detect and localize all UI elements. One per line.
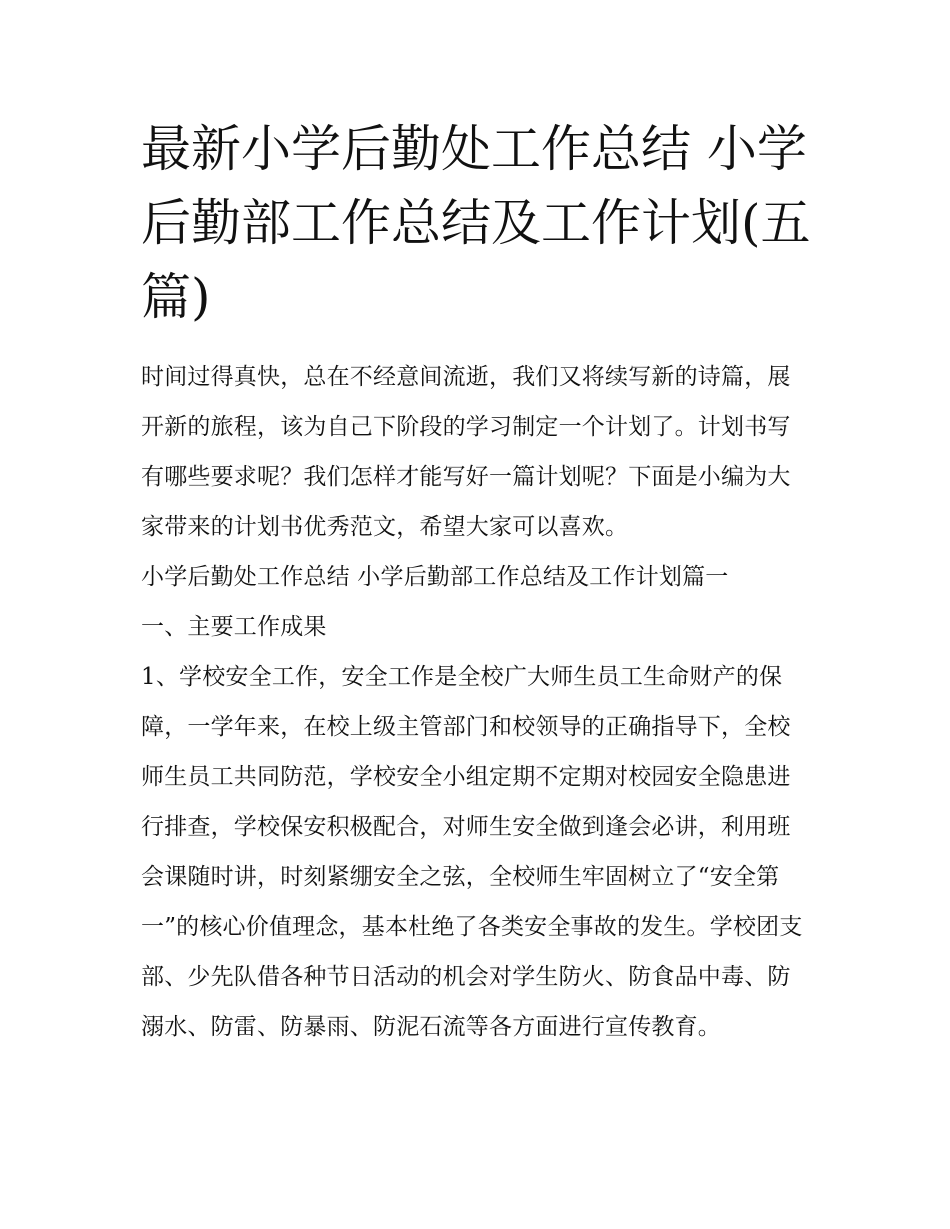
body-paragraph: 1、学校安全工作，安全工作是全校广大师生员工生命财产的保障，一学年来，在校上级主管部门和校领导的正确指导下，全校师生员工共同防范，学校安全小组定期不定期对校园安全隐患进行排查，学校保安积极配合，对师生安全做到逢会必讲，利用班会课随时讲，时刻紧绷安全之弦，全校师生牢固树立了“安全第一”的核心价值理念，基本杜绝了各类安全事故的发生。学校团支部、少先队借各种节日活动的机会对学生防火、防食品中毒、防溺水、防雷、防暴雨、防泥石流等各方面进行宣传教育。 (141, 664, 803, 1040)
intro-paragraph: 时间过得真快，总在不经意间流逝，我们又将续写新的诗篇，展开新的旅程，该为自己下阶段的学习制定一个计划了。计划书写有哪些要求呢？我们怎样才能写好一篇计划呢？下面是小编为大家带来的计划书优秀范文，希望大家可以喜欢。 (141, 364, 791, 540)
document-title: 最新小学后勤处工作总结 小学后勤部工作总结及工作计划(五篇) (141, 120, 811, 326)
document-body (141, 352, 813, 1052)
document-content (141, 112, 813, 1052)
subsection-heading: 一、主要工作成果 (141, 614, 327, 640)
section-heading: 小学后勤处工作总结 小学后勤部工作总结及工作计划篇一 (141, 564, 729, 590)
